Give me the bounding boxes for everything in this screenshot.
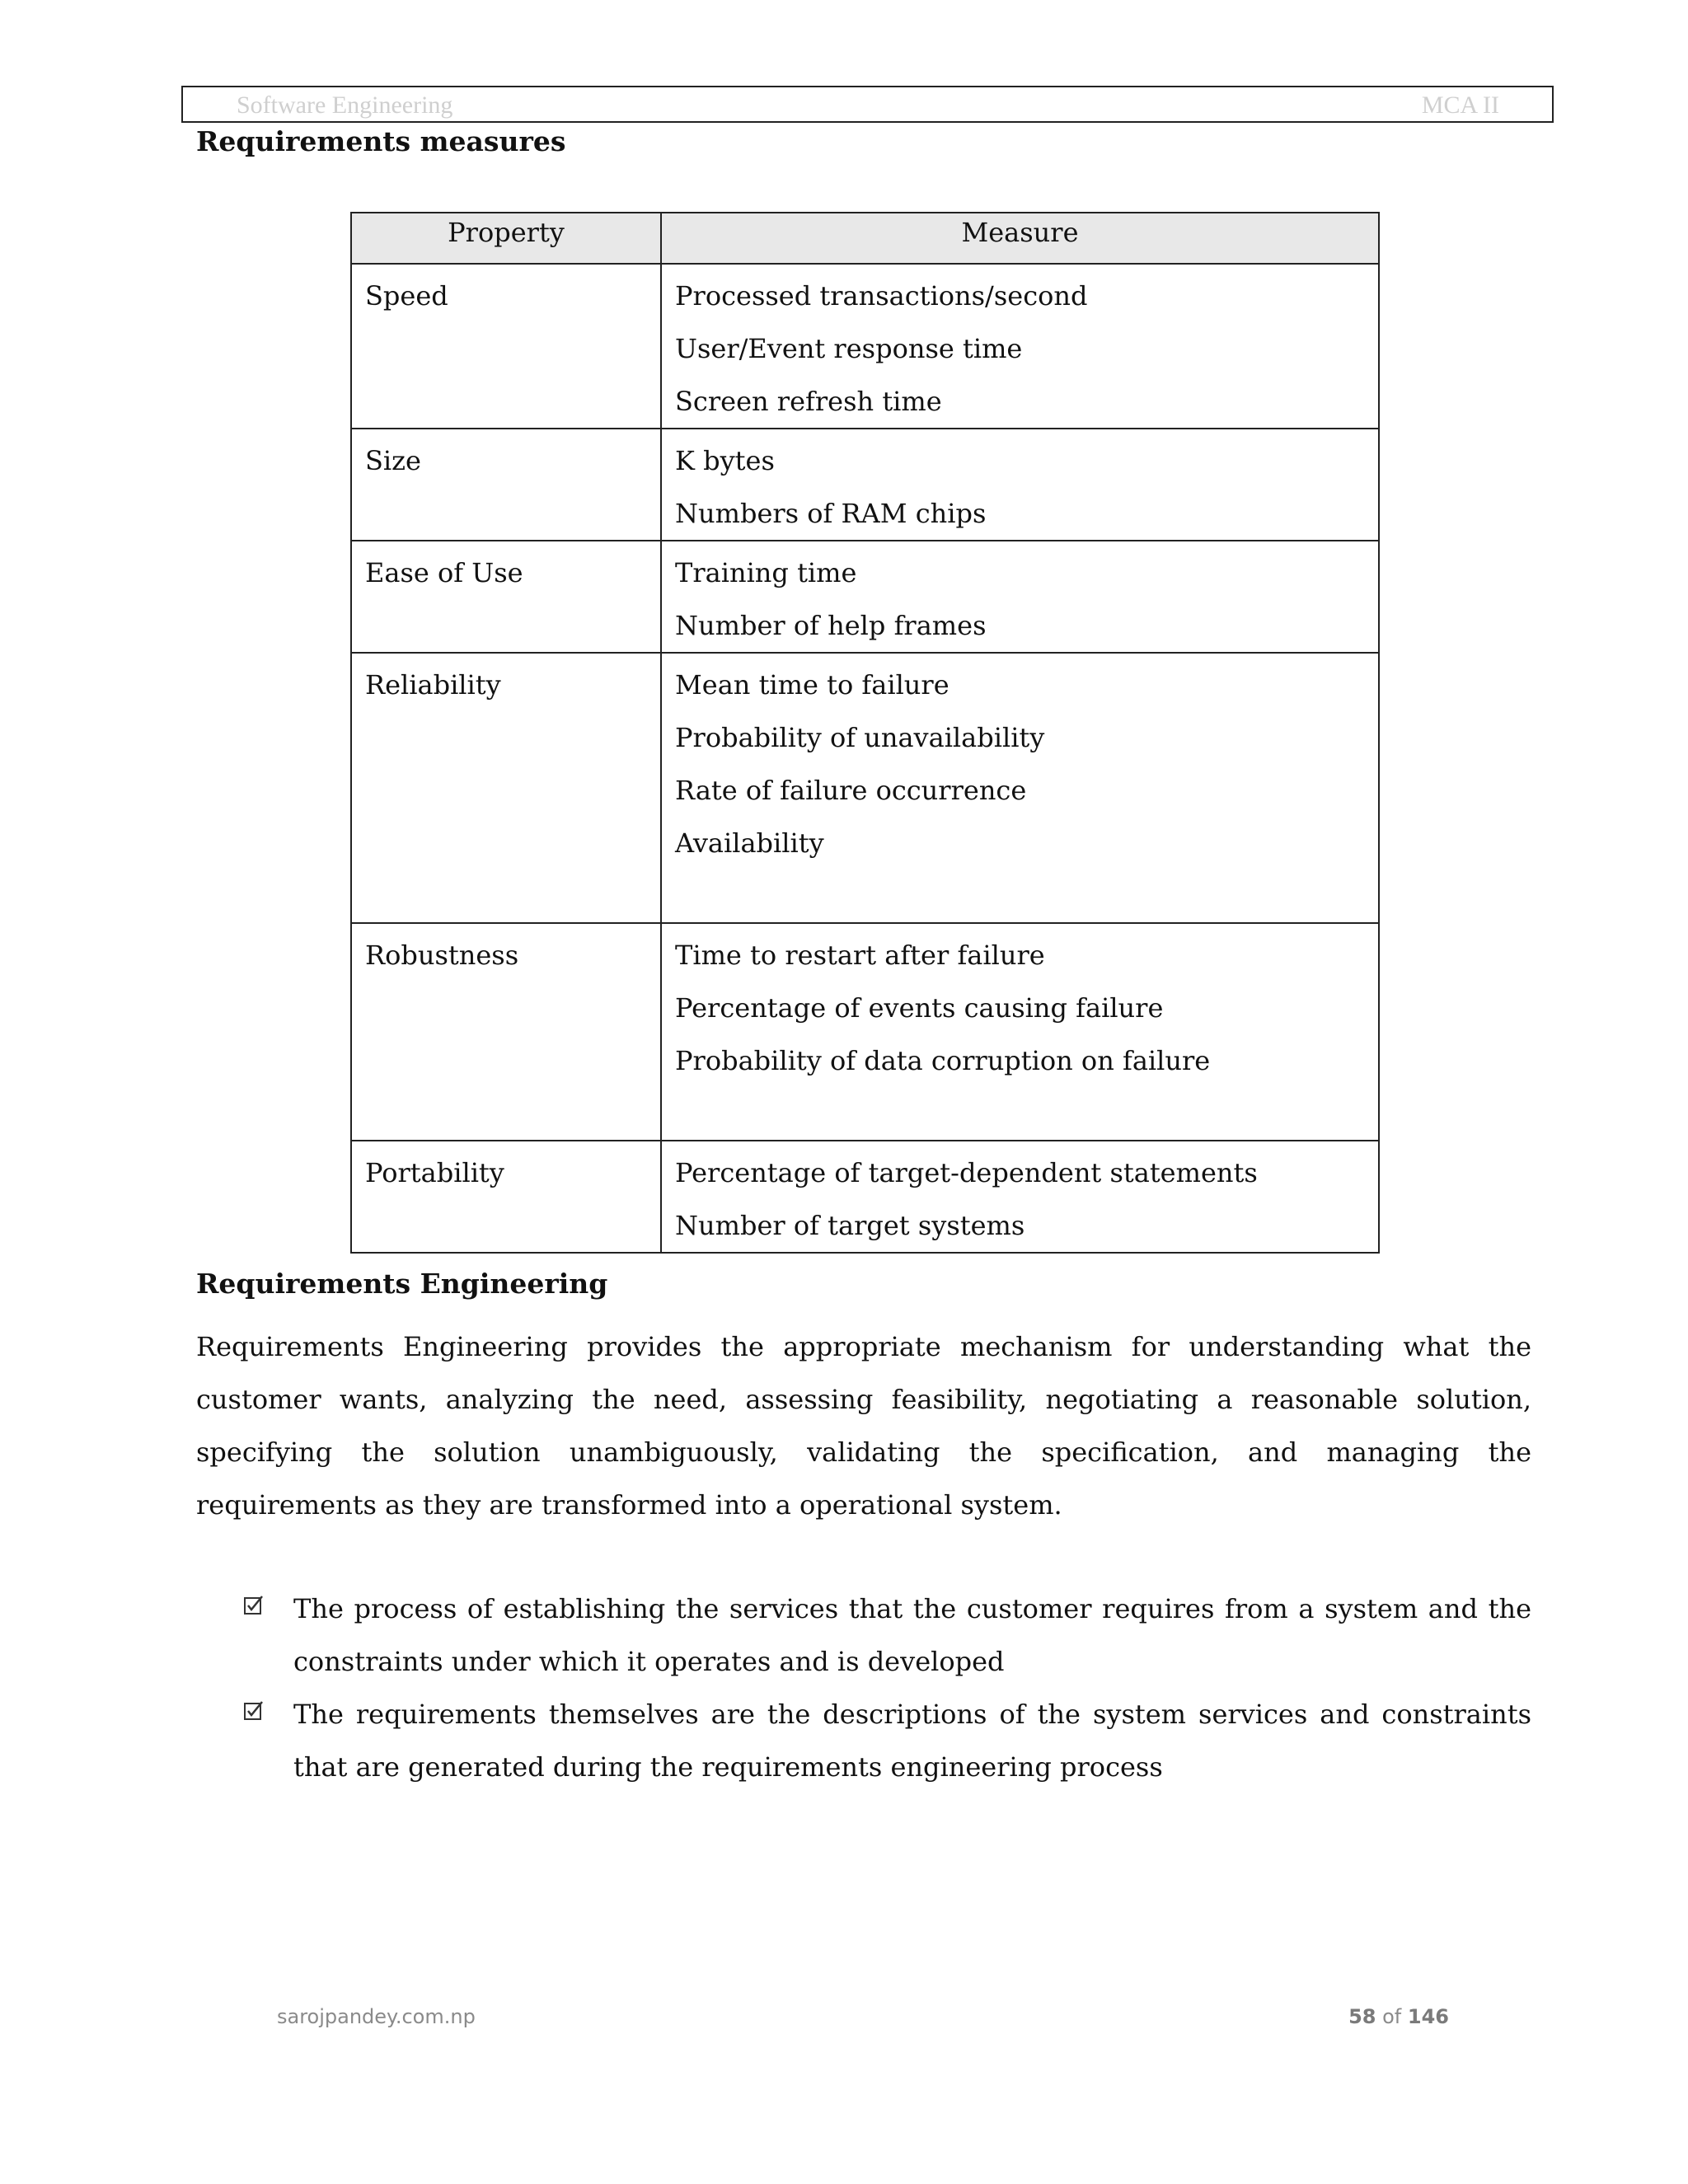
checkbox-checked-icon (244, 1596, 264, 1615)
table-row (351, 541, 1379, 653)
checkbox-checked-icon (244, 1701, 264, 1721)
total-pages: 146 (1407, 2005, 1449, 2028)
property-label: Speed (365, 280, 448, 312)
table-header-row (351, 213, 1379, 264)
table-row (351, 653, 1379, 923)
measure-cell (661, 541, 1379, 653)
running-header (181, 86, 1554, 123)
property-cell (351, 1141, 661, 1253)
requirements-measures-heading: Requirements measures (196, 125, 566, 157)
measure-item: Time to restart after failure (675, 940, 1045, 971)
property-cell (351, 429, 661, 541)
property-label: Reliability (365, 669, 501, 701)
bullet-text: The process of establishing the services that the customer requires from a system and the constraints under which it operates and is developed (293, 1593, 1531, 1677)
property-cell (351, 923, 661, 1141)
measure-item: User/Event response time (675, 333, 1023, 364)
measure-item: Number of help frames (675, 610, 987, 641)
measure-cell (661, 429, 1379, 541)
measure-cell (661, 1141, 1379, 1253)
measure-item: Percentage of target-dependent statements (675, 1157, 1258, 1188)
property-cell (351, 541, 661, 653)
measure-item: Probability of data corruption on failure (675, 1045, 1211, 1076)
header-course-title: Software Engineering (237, 91, 453, 119)
table-row (351, 264, 1379, 429)
measure-cell (661, 923, 1379, 1141)
requirements-engineering-paragraph: Requirements Engineering provides the appropriate mechanism for understanding what the customer wants, analyzing the need, assessing feasibility, negotiating a reasonable solution, specifying the solution unambiguously, validating the specification, and managing the requirements as they are transformed into a operational system. (196, 1331, 1531, 1521)
property-label: Size (365, 445, 421, 476)
current-page: 58 (1348, 2005, 1376, 2028)
property-cell (351, 653, 661, 923)
property-label: Robustness (365, 940, 519, 971)
measure-cell (661, 653, 1379, 923)
measure-item: Percentage of events causing failure (675, 992, 1164, 1024)
requirements-measures-table (350, 212, 1380, 1254)
measure-item: Training time (675, 557, 857, 588)
table-row (351, 923, 1379, 1141)
measure-item: K bytes (675, 445, 775, 476)
table-row (351, 429, 1379, 541)
measure-item: Processed transactions/second (675, 280, 1088, 312)
list-item (241, 1688, 1531, 1793)
bullet-list (241, 1582, 1531, 1793)
bullet-text: The requirements themselves are the descriptions of the system services and constraints that are generated during the requirements engineering process (293, 1699, 1531, 1783)
property-column-header: Property (351, 213, 661, 264)
measure-item: Probability of unavailability (675, 722, 1045, 753)
measure-item: Screen refresh time (675, 386, 942, 417)
measure-column-header: Measure (661, 213, 1379, 264)
property-label: Portability (365, 1157, 504, 1188)
measure-item: Number of target systems (675, 1210, 1025, 1241)
measure-item: Mean time to failure (675, 669, 950, 701)
table-row (351, 1141, 1379, 1253)
list-item (241, 1582, 1531, 1688)
header-program: MCA II (1421, 91, 1499, 119)
requirements-engineering-heading: Requirements Engineering (196, 1268, 608, 1300)
footer-page-number (1348, 2005, 1449, 2028)
footer-website: sarojpandey.com.np (277, 2005, 476, 2028)
measure-cell (661, 264, 1379, 429)
property-cell (351, 264, 661, 429)
measure-item: Availability (675, 827, 824, 859)
measure-item: Numbers of RAM chips (675, 498, 987, 529)
page-of-label: of (1382, 2005, 1402, 2028)
property-label: Ease of Use (365, 557, 523, 588)
measure-item: Rate of failure occurrence (675, 775, 1027, 806)
